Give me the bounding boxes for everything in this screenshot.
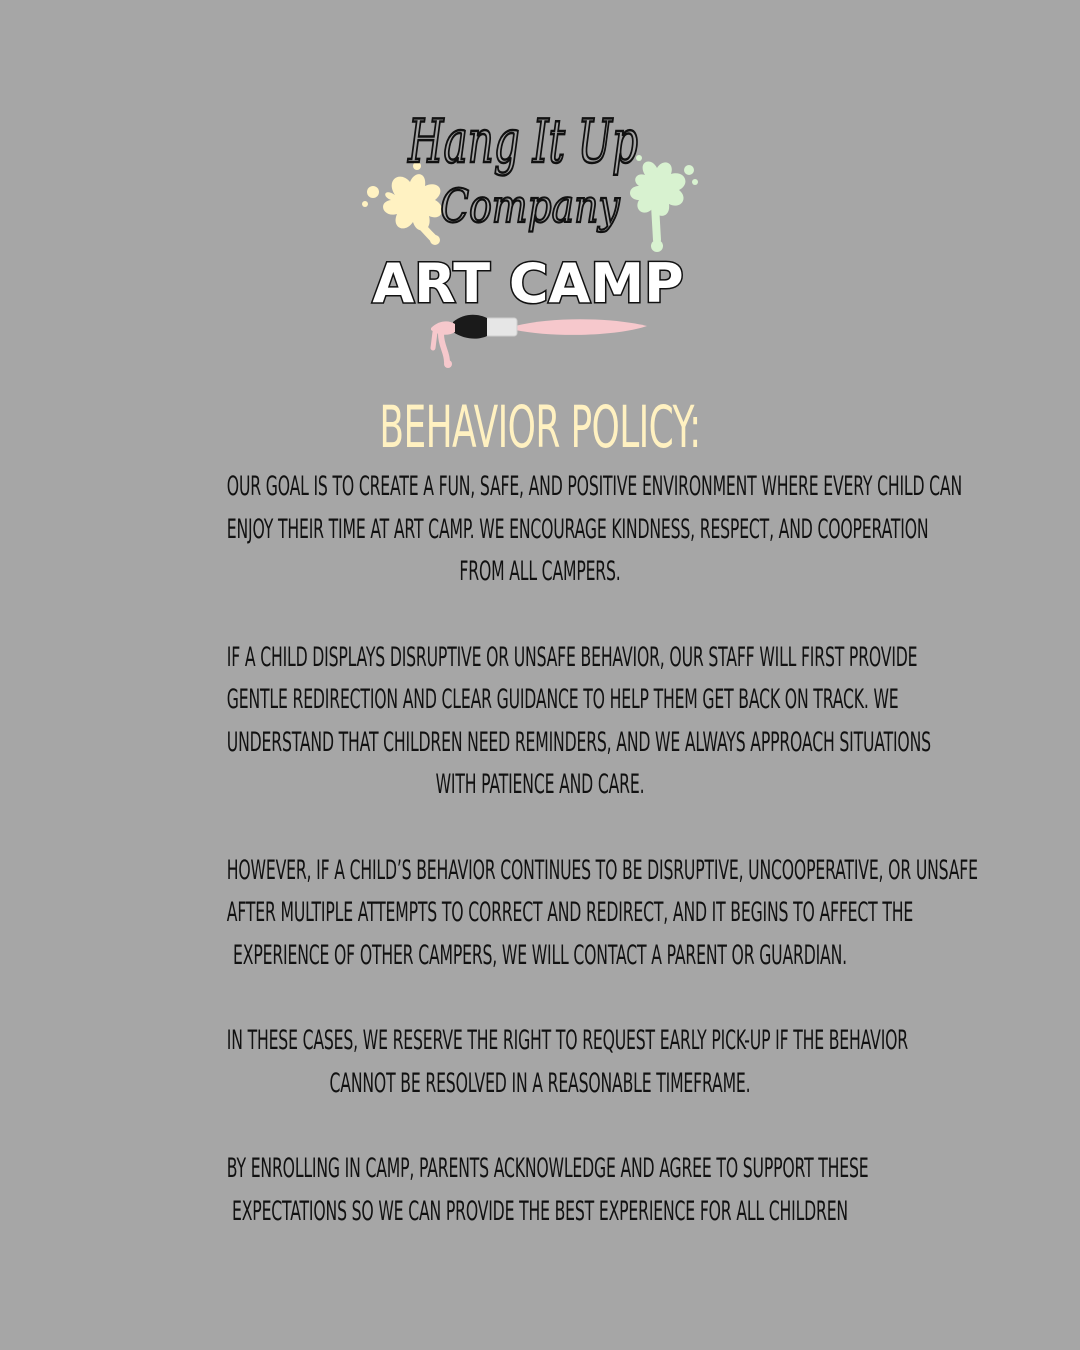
policy-line: CANNOT BE RESOLVED IN A REASONABLE TIMEFRAME.	[329, 1067, 751, 1099]
policy-line: GENTLE REDIRECTION AND CLEAR GUIDANCE TO HELP THEM GET BACK ON TRACK. WE	[226, 684, 899, 715]
policy-line: AFTER MULTIPLE ATTEMPTS TO CORRECT AND REDIRECT, AND IT BEGINS TO AFFECT THE	[226, 897, 914, 928]
policy-paragraph	[0, 466, 1080, 594]
page-title: BEHAVIOR POLICY:	[379, 393, 701, 461]
policy-line: ENJOY THEIR TIME AT ART CAMP. WE ENCOURAGE KINDNESS, RESPECT, AND COOPERATION	[226, 513, 929, 545]
policy-line: EXPERIENCE OF OTHER CAMPERS, WE WILL CONTACT A PARENT OR GUARDIAN.	[233, 939, 847, 971]
logo-name-line1: Hang It Up	[408, 108, 638, 178]
policy-body	[0, 466, 1080, 1276]
logo-name-line2: Company	[440, 179, 620, 233]
policy-line: BY ENROLLING IN CAMP, PARENTS ACKNOWLEDGE AND AGREE TO SUPPORT THESE	[226, 1153, 869, 1184]
policy-line: EXPECTATIONS SO WE CAN PROVIDE THE BEST EXPERIENCE FOR ALL CHILDREN	[232, 1195, 848, 1227]
policy-paragraph	[0, 637, 1080, 807]
logo-subtitle: ART CAMP	[372, 252, 684, 315]
policy-line: UNDERSTAND THAT CHILDREN NEED REMINDERS, AND WE ALWAYS APPROACH SITUATIONS	[226, 726, 931, 758]
policy-paragraph	[0, 1020, 1080, 1105]
policy-line: FROM ALL CAMPERS.	[459, 556, 621, 587]
policy-line: WITH PATIENCE AND CARE.	[435, 769, 645, 800]
policy-line: HOWEVER, IF A CHILD’S BEHAVIOR CONTINUES TO BE DISRUPTIVE, UNCOOPERATIVE, OR UNSAFE	[226, 854, 978, 886]
policy-paragraph	[0, 850, 1080, 978]
policy-line: OUR GOAL IS TO CREATE A FUN, SAFE, AND POSITIVE ENVIRONMENT WHERE EVERY CHILD CAN	[226, 471, 963, 502]
policy-line: IN THESE CASES, WE RESERVE THE RIGHT TO REQUEST EARLY PICK-UP IF THE BEHAVIOR	[226, 1025, 909, 1056]
art-camp-logo	[355, 100, 705, 375]
policy-paragraph	[0, 1148, 1080, 1233]
paint-splatter-icon	[630, 155, 698, 252]
paintbrush-icon	[431, 315, 647, 368]
policy-line: IF A CHILD DISPLAYS DISRUPTIVE OR UNSAFE BEHAVIOR, OUR STAFF WILL FIRST PROVIDE	[226, 641, 918, 673]
